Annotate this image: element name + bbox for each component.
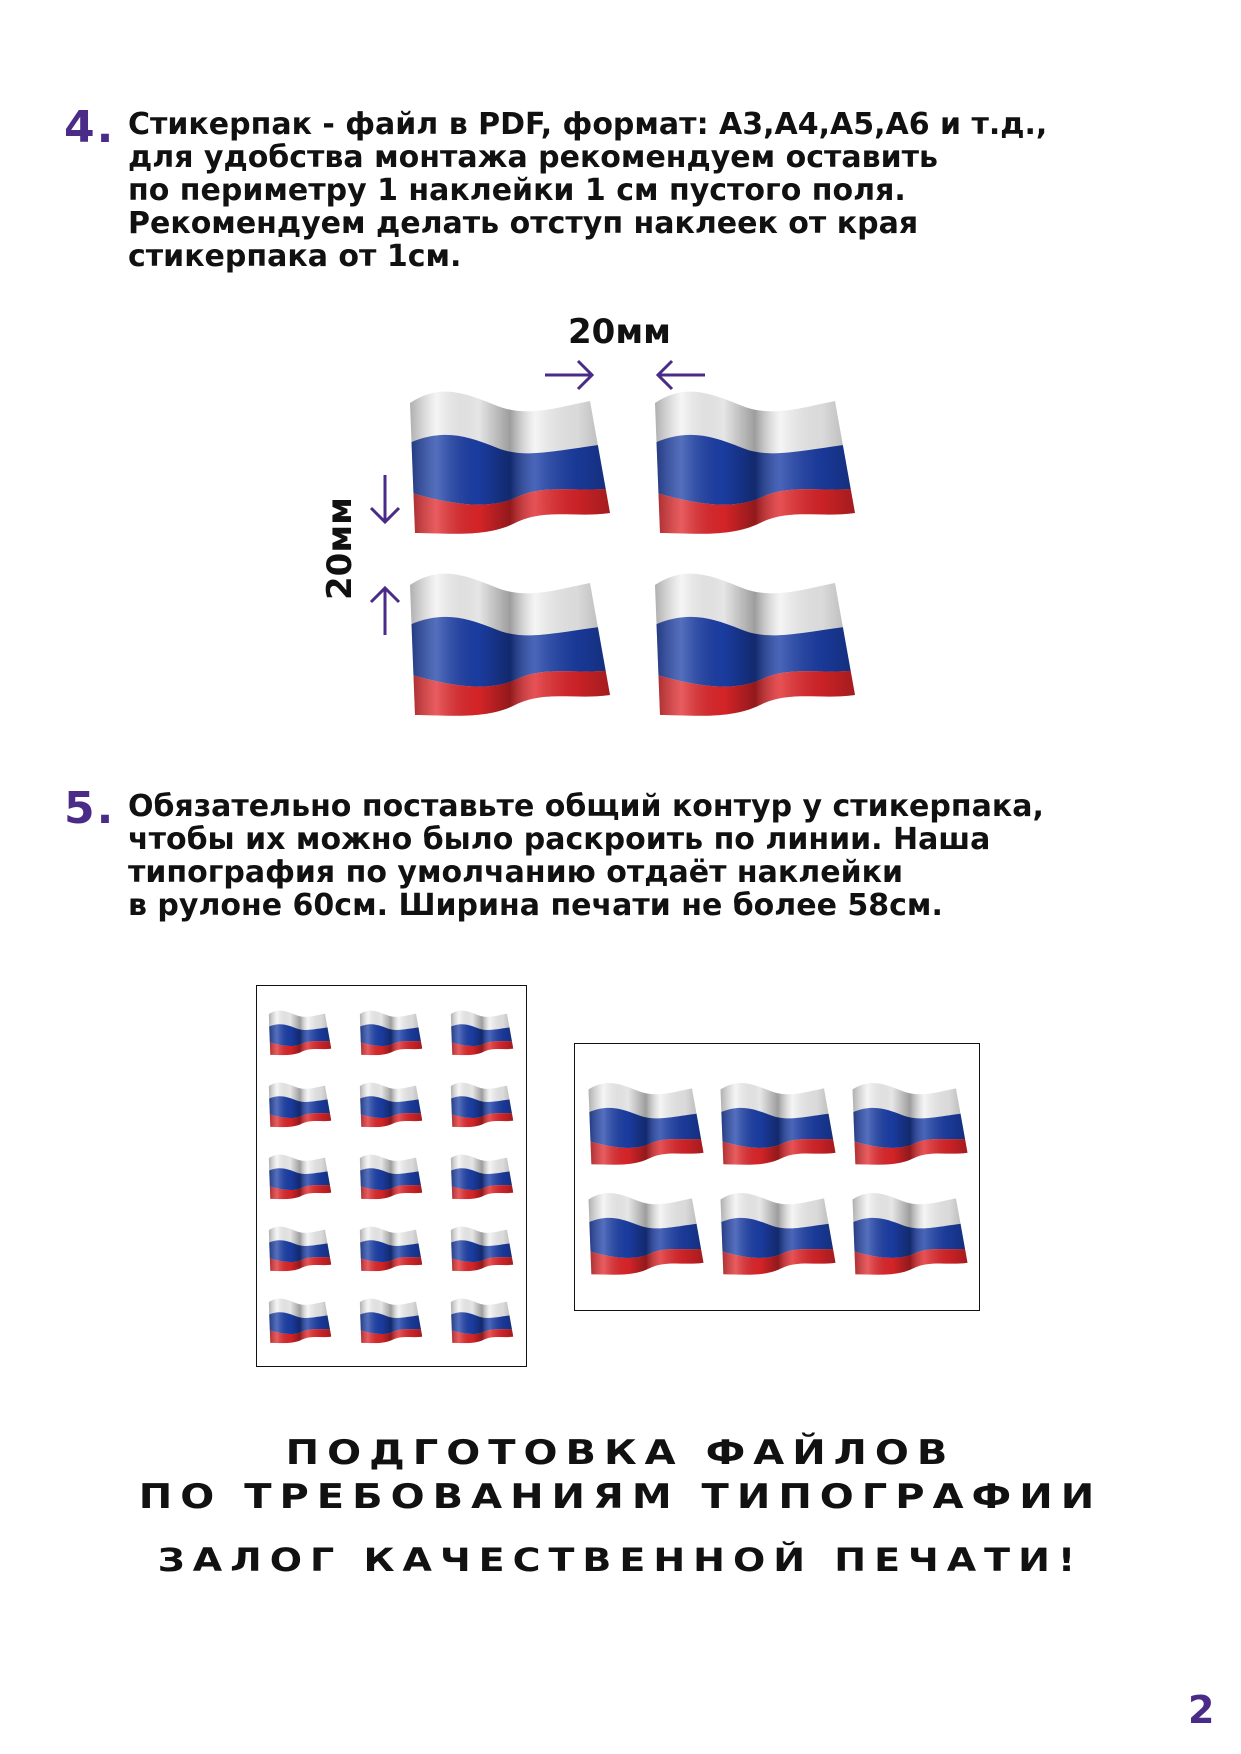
flag-sticker [358,1080,424,1130]
horizontal-gap-label: 20мм [568,312,671,352]
section-4-line: стикерпака от 1см. [128,239,462,274]
section-5-text [128,790,1044,922]
section-4-line: Стикерпак - файл в PDF, формат: А3,А4,А5,А6 и т.д., [128,107,1048,142]
flag-sticker [585,1188,707,1280]
flag-sticker [449,1224,515,1274]
sticker-sheet-portrait [256,985,527,1367]
flag-sticker [358,1008,424,1058]
section-4-line: для удобства монтажа рекомендуем оставить [128,140,938,175]
flag-sticker [267,1008,333,1058]
flag-sticker [267,1152,333,1202]
section-5-line: типография по умолчанию отдаёт наклейки [128,855,903,890]
flag-sticker [405,383,615,543]
section-4-number: 4. [64,102,116,153]
flag-sticker [717,1188,839,1280]
section-5-number: 5. [64,783,116,834]
sticker-sheet-landscape [574,1043,980,1311]
section-4-text [128,108,1047,273]
slogan-line-1: ПОДГОТОВКА ФАЙЛОВ [285,1433,956,1473]
flag-sticker [267,1224,333,1274]
section-5-line: Обязательно поставьте общий контур у стикерпака, [128,789,1044,824]
flag-sticker [358,1296,424,1346]
flag-sticker [267,1080,333,1130]
flag-sticker [449,1296,515,1346]
flag-sticker [405,565,615,725]
flag-sticker [585,1078,707,1170]
flag-sticker [267,1296,333,1346]
section-5-line: в рулоне 60см. Ширина печати не более 58см. [128,888,943,923]
flag-sticker [650,383,860,543]
flag-sticker [849,1188,971,1280]
flag-sticker [358,1224,424,1274]
section-4-line: по периметру 1 наклейки 1 см пустого поля. [128,173,906,208]
flag-sticker [650,565,860,725]
slogan-line-3: ЗАЛОГ КАЧЕСТВЕННОЙ ПЕЧАТИ! [157,1541,1084,1579]
slogan-line-2: ПО ТРЕБОВАНИЯМ ТИПОГРАФИИ [138,1477,1103,1517]
vertical-gap-label: 20мм [320,497,360,600]
flag-sticker [849,1078,971,1170]
flag-sticker [449,1152,515,1202]
flag-sticker [717,1078,839,1170]
flag-sticker [449,1080,515,1130]
section-5-line: чтобы их можно было раскроить по линии. Наша [128,822,991,857]
flag-sticker [358,1152,424,1202]
vertical-gap-arrows [365,470,405,640]
section-4-line: Рекомендуем делать отступ наклеек от края [128,206,919,241]
flag-sticker [449,1008,515,1058]
page-number: 2 [1188,1688,1215,1732]
